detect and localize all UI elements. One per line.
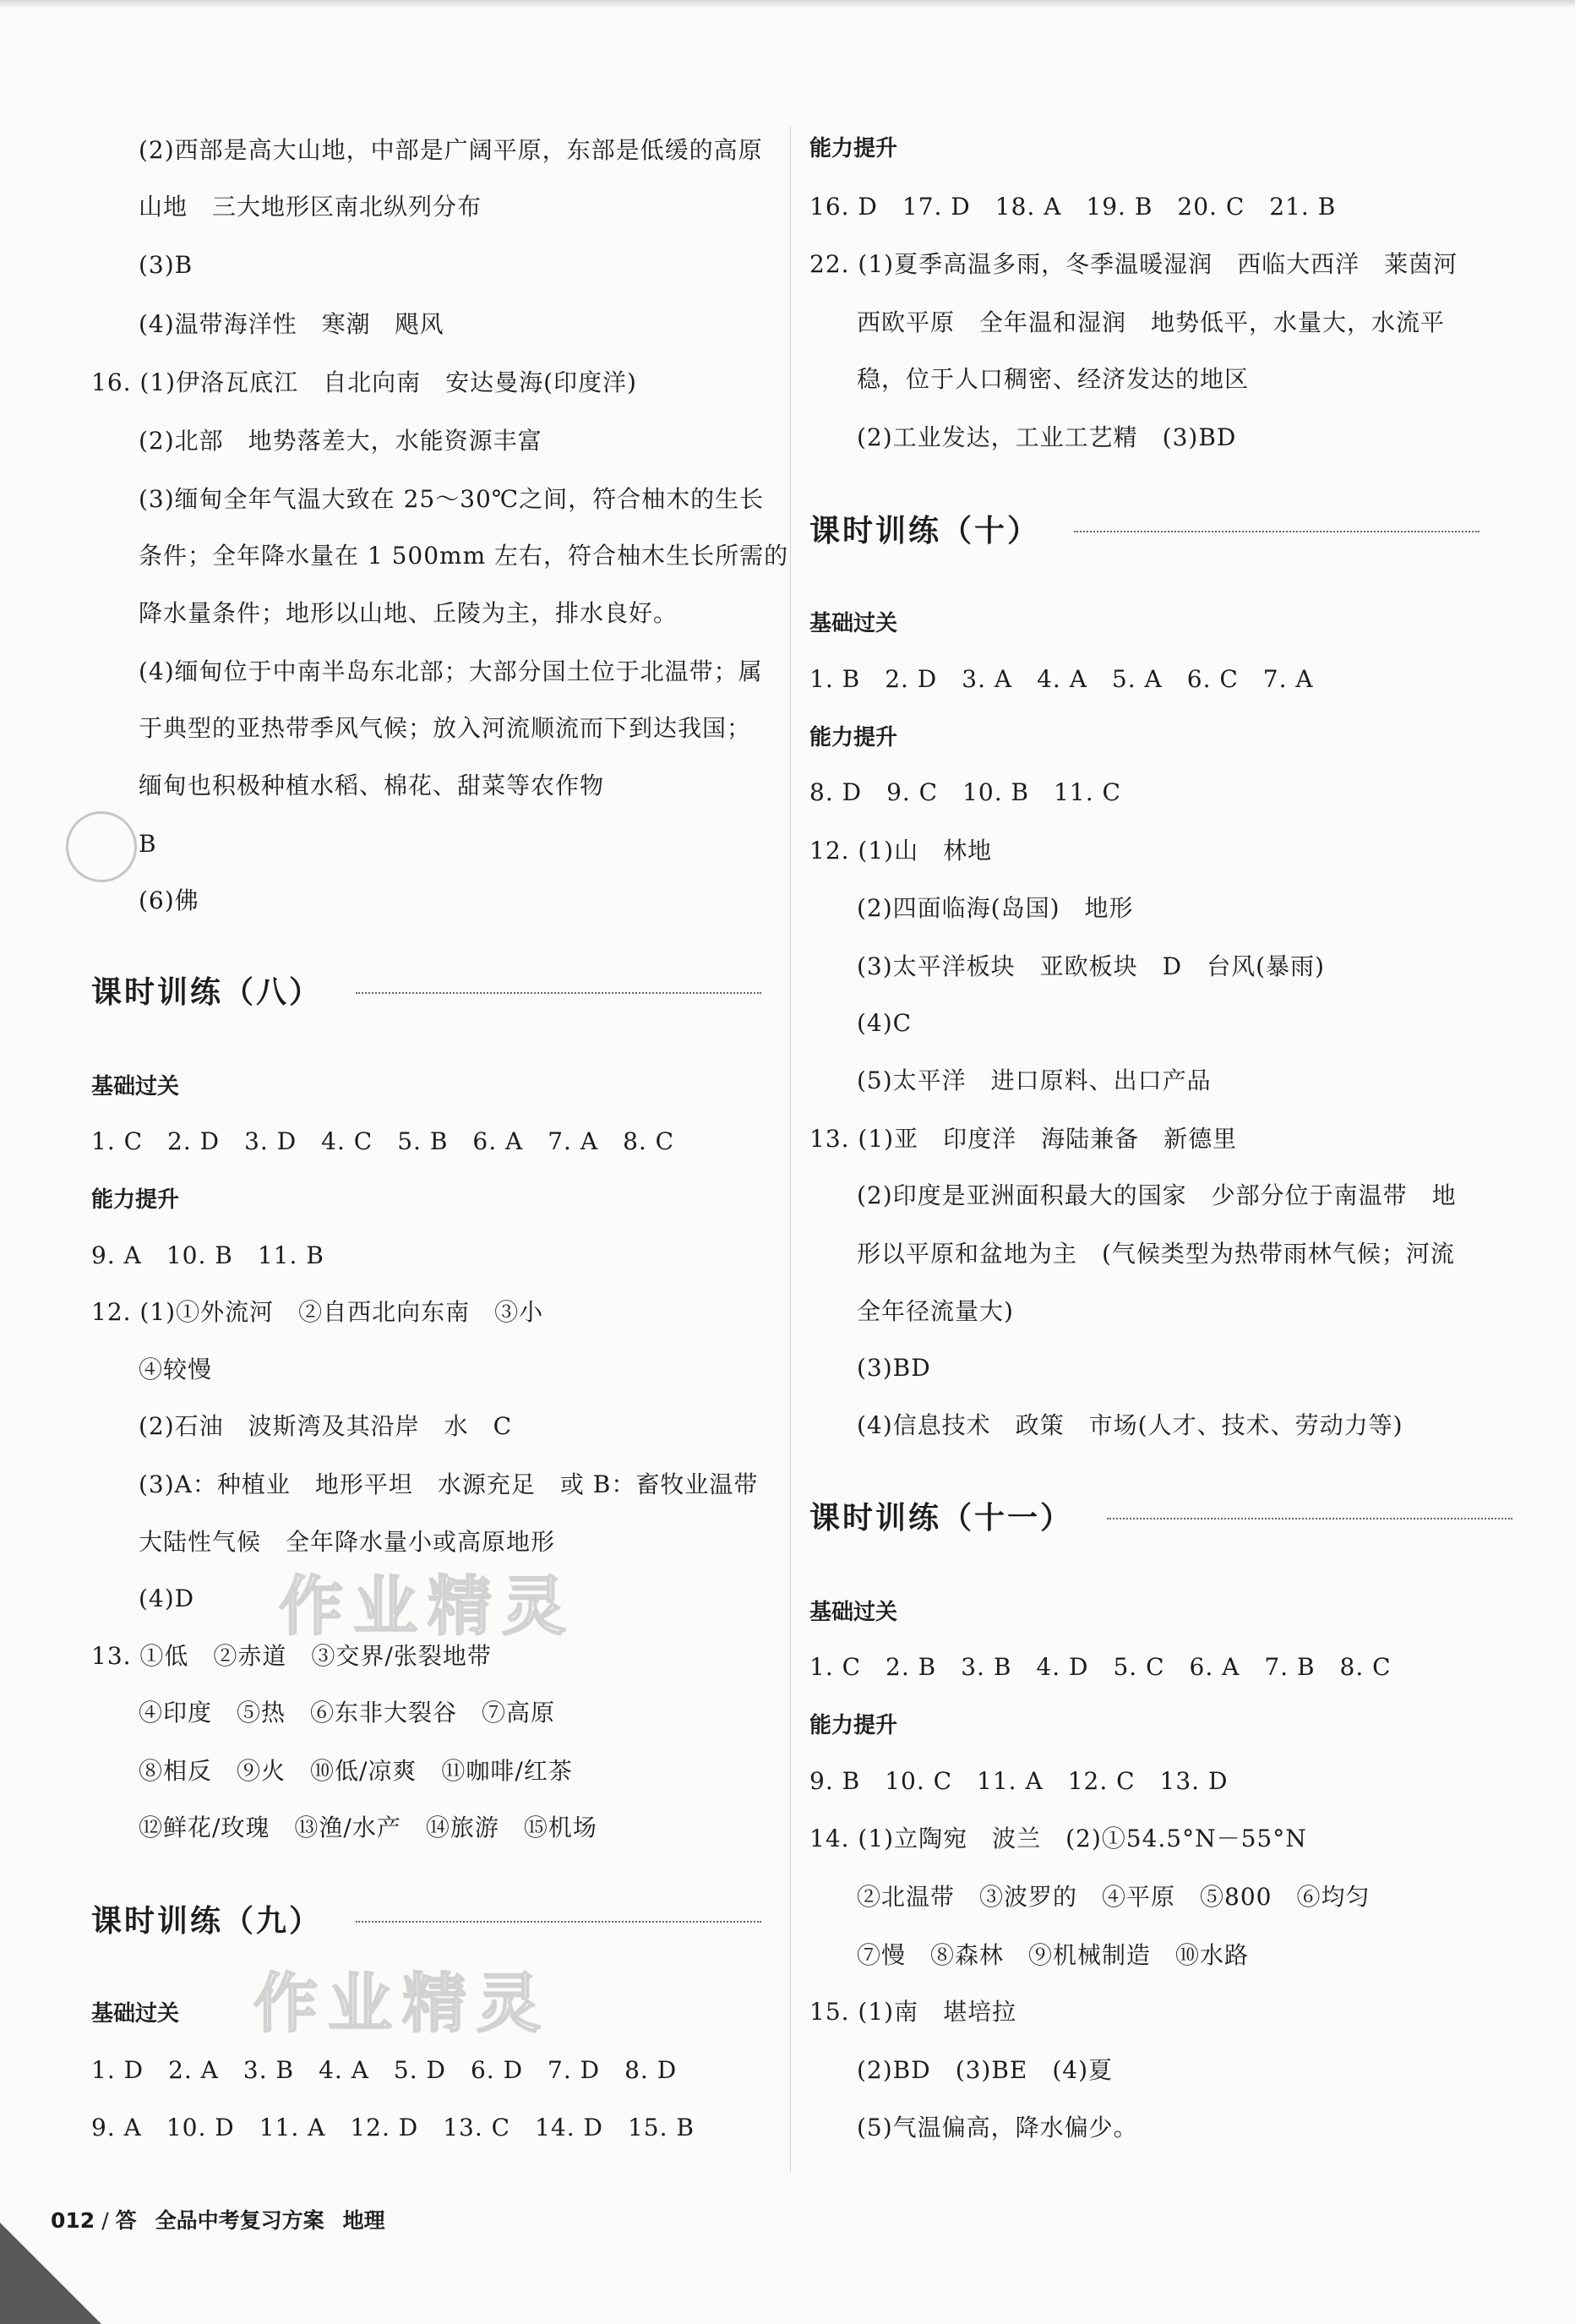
answer-line: (2)四面临海(岛国) 地形	[857, 893, 1134, 922]
answer-line: 9. B 10. C 11. A 12. C 13. D	[809, 1767, 1229, 1796]
answer-line: 12. (1)山 林地	[809, 837, 993, 865]
answer-line: 12. (1)①外流河 ②自西北向东南 ③小	[91, 1298, 544, 1327]
answer-line: (2)工业发达，工业工艺精 (3)BD	[857, 423, 1237, 452]
answer-line: ⑦慢 ⑧森林 ⑨机械制造 ⑩水路	[857, 1940, 1250, 1969]
answer-line: (4)C	[857, 1009, 913, 1038]
section-dotted-rule	[1074, 531, 1480, 532]
answer-line: 缅甸也积极种植水稻、棉花、甜菜等农作物	[139, 771, 605, 799]
answer-line: 全年径流量大)	[857, 1296, 1014, 1325]
watermark: 作业精灵	[279, 1568, 576, 1644]
answer-line: (5)太平洋 进口原料、出口产品	[857, 1066, 1212, 1094]
answer-line: (6)佛	[139, 887, 199, 915]
answer-line: 西欧平原 全年温和湿润 地势低平，水量大，水流平	[857, 308, 1446, 336]
answer-line: 1. C 2. D 3. D 4. C 5. B 6. A 7. A 8. C	[91, 1127, 675, 1156]
section-title: 课时训练（九）	[91, 1904, 323, 1939]
subsection-label: 能力提升	[91, 1187, 180, 1214]
watermark: 作业精灵	[253, 1966, 551, 2041]
answer-line: (3)B	[139, 251, 193, 280]
section-title: 课时训练（十）	[809, 513, 1041, 548]
answer-line: 稳，位于人口稠密、经济发达的地区	[857, 365, 1250, 394]
answer-line: ④印度 ⑤热 ⑥东非大裂谷 ⑦高原	[139, 1698, 556, 1727]
subsection-label: 基础过关	[809, 610, 898, 636]
subsection-label: 能力提升	[809, 724, 898, 750]
answer-line: (3)BD	[857, 1354, 931, 1383]
answer-line: (3)太平洋板块 亚欧板块 D 台风(暴雨)	[857, 952, 1325, 980]
answer-line: (4)D	[139, 1585, 195, 1613]
answer-line: (4)缅甸位于中南半岛东北部；大部分国土位于北温带；属	[139, 657, 763, 685]
section-heading	[91, 1901, 761, 1942]
answer-line: 16. D 17. D 18. A 19. B 20. C 21. B	[809, 193, 1337, 221]
answer-line: (4)温带海洋性 寒潮 飓风	[139, 309, 444, 338]
answer-line: (2)北部 地势落差大，水能资源丰富	[139, 426, 542, 455]
answer-line: 22. (1)夏季高温多雨，冬季温暖湿润 西临大西洋 莱茵河	[809, 249, 1458, 278]
footer-separator: /	[101, 2208, 109, 2233]
section-dotted-rule	[356, 1921, 761, 1923]
answer-line: 15. (1)南 堪培拉	[809, 1998, 1017, 2027]
answer-line: 13. ①低 ②赤道 ③交界/张裂地带	[91, 1641, 492, 1670]
answer-line: (5)气温偏高，降水偏少。	[857, 2113, 1138, 2141]
answer-line: (3)A：种植业 地形平坦 水源充足 或 B：畜牧业温带	[139, 1470, 759, 1499]
section-heading	[809, 511, 1480, 552]
answer-line: B	[139, 829, 157, 858]
section-title: 课时训练（十一）	[809, 1501, 1074, 1536]
answer-line: (2)西部是高大山地，中部是广阔平原，东部是低缓的高原	[139, 135, 763, 164]
answer-line: 1. D 2. A 3. B 4. A 5. D 6. D 7. D 8. D	[91, 2056, 678, 2085]
column-divider	[790, 127, 791, 2172]
section-heading	[91, 973, 761, 1013]
subsection-label: 能力提升	[809, 1713, 898, 1739]
answer-line: 9. A 10. B 11. B	[91, 1241, 324, 1270]
answer-line: 条件；全年降水量在 1 500mm 左右，符合柚木生长所需的	[139, 542, 789, 570]
answer-line: 山地 三大地形区南北纵列分布	[139, 193, 482, 221]
answer-line: (2)印度是亚洲面积最大的国家 少部分位于南温带 地	[857, 1181, 1457, 1210]
answer-line: 13. (1)亚 印度洋 海陆兼备 新德里	[809, 1124, 1238, 1153]
answer-line: (4)信息技术 政策 市场(人才、技术、劳动力等)	[857, 1410, 1403, 1439]
subsection-label: 基础过关	[91, 2000, 180, 2027]
answer-line: 形以平原和盆地为主 (气候类型为热带雨林气候；河流	[857, 1240, 1455, 1268]
answer-line: ⑧相反 ⑨火 ⑩低/凉爽 ⑪咖啡/红茶	[139, 1757, 573, 1786]
answer-line: ⑫鲜花/玫瑰 ⑬渔/水产 ⑭旅游 ⑮机场	[139, 1814, 597, 1842]
answer-line: 降水量条件；地形以山地、丘陵为主，排水良好。	[139, 598, 679, 627]
answer-mark: 答	[115, 2208, 137, 2233]
section-dotted-rule	[1107, 1518, 1512, 1519]
page-top-shadow	[0, 0, 1575, 8]
page-number: 012	[51, 2208, 95, 2233]
section-heading	[809, 1498, 1512, 1539]
answer-line: 1. C 2. B 3. B 4. D 5. C 6. A 7. B 8. C	[809, 1653, 1392, 1682]
answer-line: 于典型的亚热带季风气候；放入河流顺流而下到达我国；	[139, 714, 752, 743]
subject-label: 地理	[342, 2208, 385, 2233]
answer-line: (3)缅甸全年气温大致在 25～30℃之间，符合柚木的生长	[139, 484, 765, 513]
answer-line: 大陆性气候 全年降水量小或高原地形	[139, 1527, 556, 1556]
subsection-label: 能力提升	[809, 136, 898, 162]
answer-line: 1. B 2. D 3. A 4. A 5. A 6. C 7. A	[809, 664, 1314, 693]
book-title: 全品中考复习方案	[155, 2208, 324, 2233]
answer-line: ②北温带 ③波罗的 ④平原 ⑤800 ⑥均匀	[857, 1882, 1371, 1911]
subsection-label: 基础过关	[91, 1073, 180, 1099]
answer-line: 16. (1)伊洛瓦底江 自北向南 安达曼海(印度洋)	[91, 368, 637, 396]
answer-line: 8. D 9. C 10. B 11. C	[809, 778, 1121, 807]
stamp-seal-icon	[57, 802, 146, 892]
subsection-label: 基础过关	[809, 1599, 898, 1625]
answer-line: (2)BD (3)BE (4)夏	[857, 2056, 1114, 2085]
answer-line: 14. (1)立陶宛 波兰 (2)①54.5°N－55°N	[809, 1824, 1307, 1852]
answer-line: ④较慢	[139, 1355, 213, 1383]
answer-line: (2)石油 波斯湾及其沿岸 水 C	[139, 1412, 513, 1441]
section-dotted-rule	[356, 992, 761, 994]
answer-line: 9. A 10. D 11. A 12. D 13. C 14. D 15. B	[91, 2113, 695, 2141]
section-title: 课时训练（八）	[91, 975, 323, 1011]
corner-decoration	[0, 2223, 101, 2324]
